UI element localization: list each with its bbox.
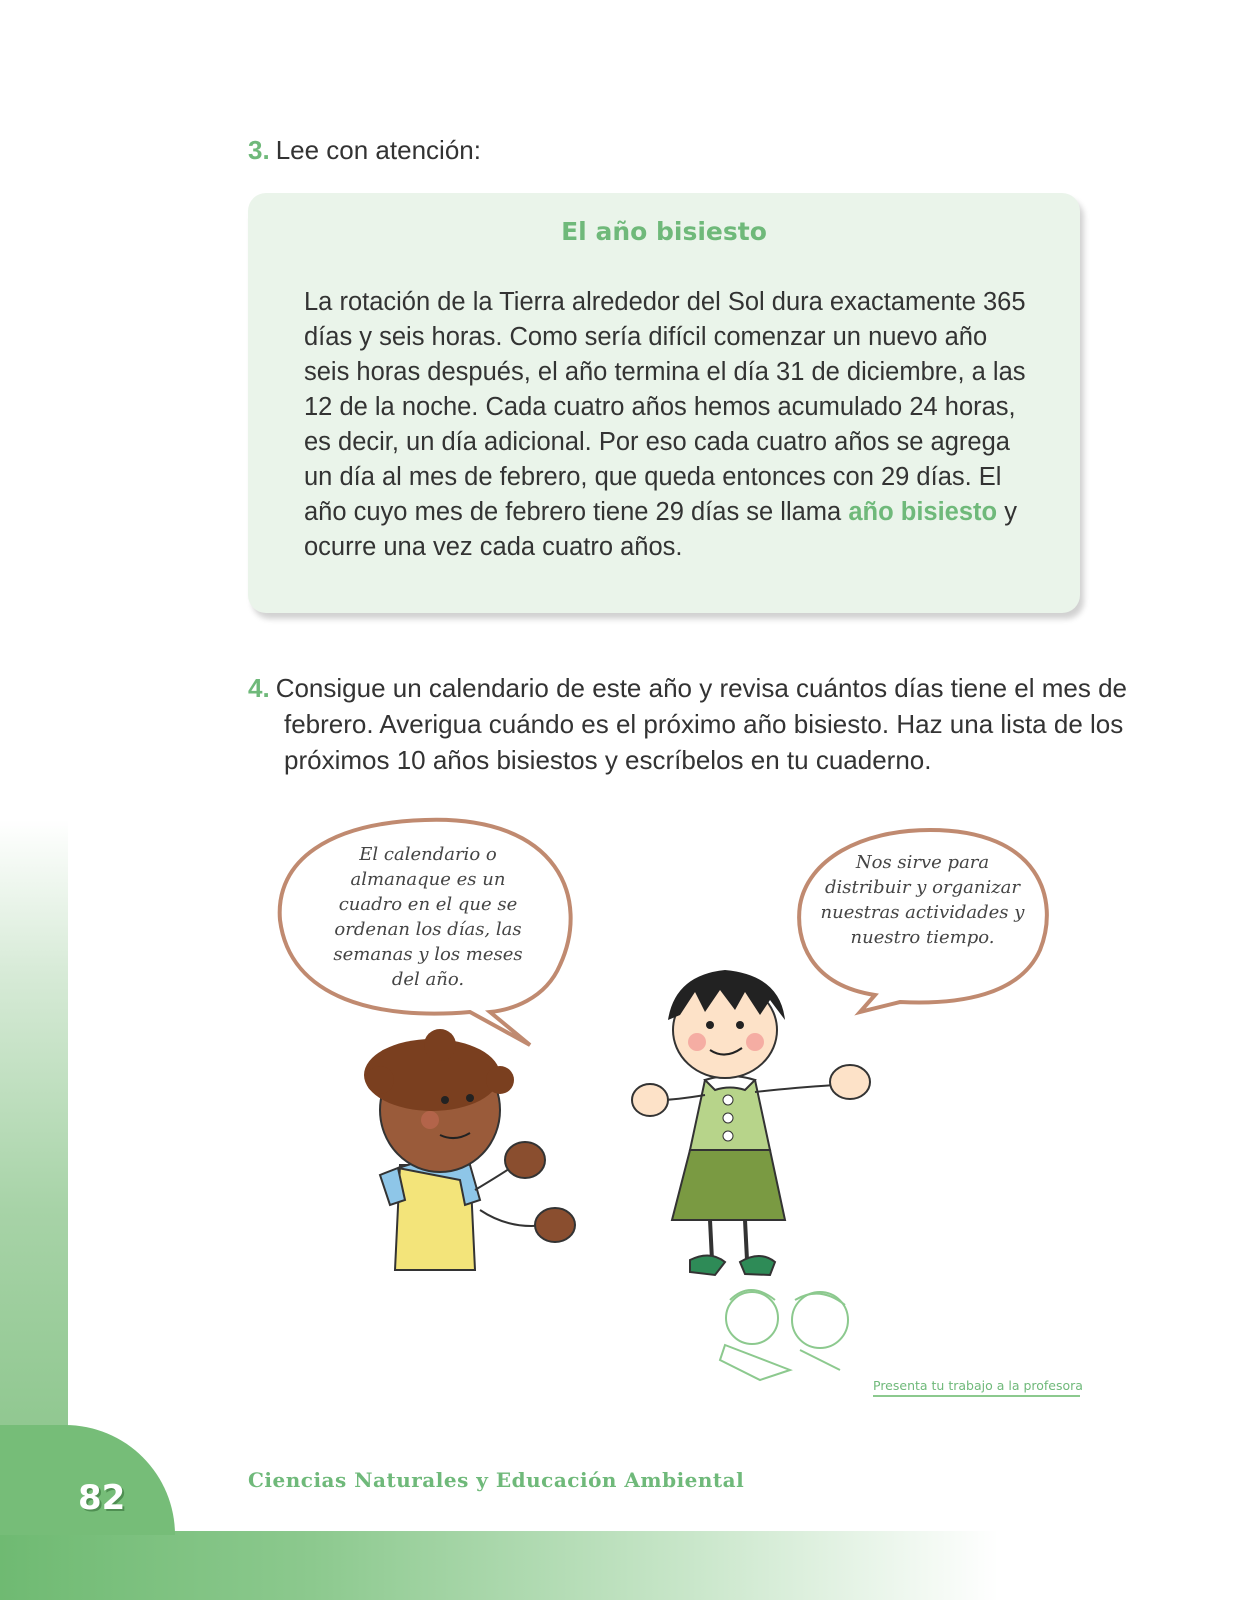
card-body-end: y ocurre una vez cada cuatro años. bbox=[304, 498, 1017, 561]
card-highlight: año bisiesto bbox=[848, 498, 998, 526]
exercise-number: 4. bbox=[248, 673, 270, 703]
bubble-right-text: Nos sirve para distribuir y organizar nuestras actividades y nuestro tiempo. bbox=[820, 852, 1025, 948]
exercise-text: Consigue un calendario de este año y revisa cuántos días tiene el mes de febrero. Averigua cuándo es el próximo año bisiesto. Haz una lista de los próximos 10 años bisiestos y escríbelos en tu cuaderno. bbox=[275, 673, 1127, 775]
boy-figure bbox=[364, 1029, 575, 1270]
girl-figure bbox=[632, 970, 870, 1275]
exercise-text: Lee con atención: bbox=[275, 135, 481, 165]
card-title: El año bisiesto bbox=[561, 217, 767, 246]
page-number: 82 bbox=[78, 1478, 126, 1518]
bubble-left-text: El calendario o almanaque es un cuadro en el que se ordenan los días, las semanas y los meses del año. bbox=[333, 844, 523, 990]
present-work-icon bbox=[720, 1290, 848, 1380]
present-work-label: Presenta tu trabajo a la profesora bbox=[873, 1378, 1083, 1393]
footer-subject: Ciencias Naturales y Educación Ambiental bbox=[248, 1468, 745, 1492]
card-body-start: La rotación de la Tierra alrededor del Sol dura exactamente 365 días y seis horas. Como sería difícil comenzar un nuevo año seis horas después, el año termina el día 31 de diciembre, a las 12 de la noche. Cada cuatro años hemos acumulado 24 horas, es decir, un día adicional. Por eso cada cuatro años se agrega un día al mes de febrero, que queda entonces con 29 días. El año cuyo mes de febrero tiene 29 días se llama bbox=[304, 288, 1026, 526]
exercise-number: 3. bbox=[248, 135, 270, 165]
